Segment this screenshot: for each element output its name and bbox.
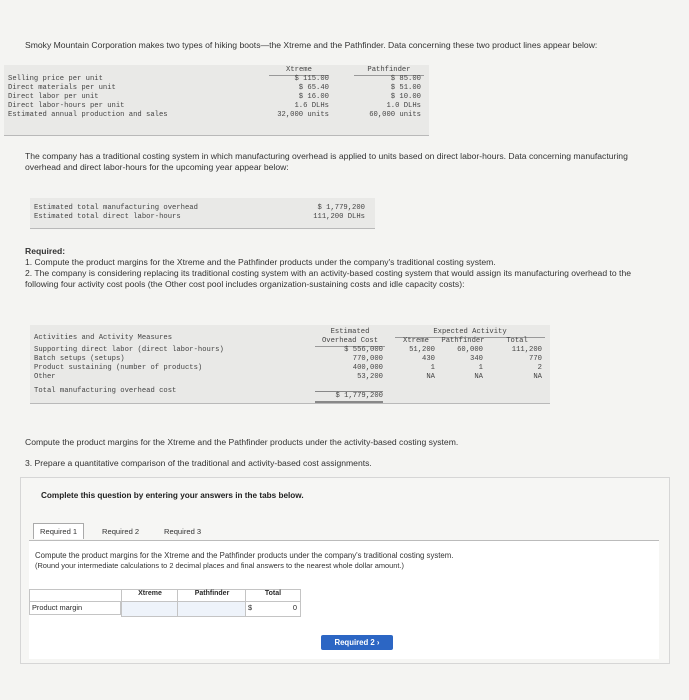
pathfinder-value: 1.0 DLHs bbox=[386, 102, 421, 110]
activity-label: Supporting direct labor (direct labor-hours) bbox=[34, 346, 224, 354]
xtreme-header: Xtreme bbox=[269, 66, 329, 76]
intro-text: Smoky Mountain Corporation makes two types of hiking boots—the Xtreme and the Pathfinder. Data concerning these two product lines appear below: bbox=[25, 40, 598, 50]
total-dollar-sign: $ bbox=[248, 603, 253, 612]
expected-activity-header: Expected Activity bbox=[395, 328, 545, 338]
tab-rounding-note: (Round your intermediate calculations to 2 decimal places and final answers to the nearest whole dollar amount.) bbox=[35, 561, 404, 570]
next-required-2-button[interactable]: Required 2 › bbox=[321, 635, 393, 650]
xtreme-margin-input[interactable] bbox=[121, 601, 179, 617]
xtreme-value: 32,000 units bbox=[277, 111, 329, 119]
xtreme-value: 1.6 DLHs bbox=[294, 102, 329, 110]
tab-instruction: Compute the product margins for the Xtreme and the Pathfinder products under the company's traditional costing system. bbox=[35, 551, 454, 560]
activity-xtreme: NA bbox=[426, 373, 435, 381]
activity-pathfinder: 1 bbox=[478, 364, 483, 372]
overhead-row-label: Estimated total direct labor-hours bbox=[34, 213, 181, 221]
xtreme-value: $ 16.00 bbox=[298, 93, 329, 101]
activity-cost: 400,000 bbox=[352, 364, 383, 372]
answer-header-pathfinder: Pathfinder bbox=[177, 589, 247, 603]
product-row bbox=[4, 102, 429, 111]
activity-label: Product sustaining (number of products) bbox=[34, 364, 203, 372]
activity-xtreme: 51,200 bbox=[409, 346, 435, 354]
product-row-label: Estimated annual production and sales bbox=[8, 111, 168, 119]
answer-header-total: Total bbox=[245, 589, 301, 603]
required-item-1: 1. Compute the product margins for the Xtreme and the Pathfinder products under the company's traditional costing system. bbox=[25, 257, 496, 267]
overhead-row-value: $ 1,779,200 bbox=[317, 204, 365, 212]
activity-xtreme: 1 bbox=[430, 364, 435, 372]
activity-row bbox=[30, 346, 550, 355]
activity-row bbox=[30, 373, 550, 382]
product-row-label: Direct materials per unit bbox=[8, 84, 116, 92]
activity-label: Other bbox=[34, 373, 56, 381]
overhead-row-label: Estimated total manufacturing overhead bbox=[34, 204, 198, 212]
pathfinder-margin-input[interactable] bbox=[177, 601, 247, 617]
cost-col-header-1: Estimated bbox=[330, 328, 370, 336]
required-heading: Required: bbox=[25, 246, 66, 256]
activity-table bbox=[30, 325, 550, 404]
activity-cost: 53,200 bbox=[357, 373, 383, 381]
xtreme-value: $ 65.40 bbox=[298, 84, 329, 92]
activity-label: Batch setups (setups) bbox=[34, 355, 125, 363]
product-row bbox=[4, 93, 429, 102]
product-row bbox=[4, 84, 429, 93]
activity-cost: 770,000 bbox=[352, 355, 383, 363]
product-row-label: Selling price per unit bbox=[8, 75, 103, 83]
tab-required-1[interactable]: Required 1 bbox=[33, 523, 84, 539]
activity-row bbox=[30, 364, 550, 373]
activity-pathfinder: 60,000 bbox=[457, 346, 483, 354]
pathfinder-value: $ 51.00 bbox=[390, 84, 421, 92]
activity-xtreme: 430 bbox=[422, 355, 435, 363]
total-overhead-label: Total manufacturing overhead cost bbox=[34, 387, 177, 395]
product-row bbox=[4, 75, 429, 84]
pathfinder-header: Pathfinder bbox=[354, 66, 424, 76]
total-margin-cell bbox=[245, 601, 301, 617]
tab-required-2[interactable]: Required 2 bbox=[102, 527, 140, 536]
product-row-label: Direct labor-hours per unit bbox=[8, 102, 125, 110]
pathfinder-value: $ 10.00 bbox=[390, 93, 421, 101]
product-row bbox=[4, 111, 429, 120]
required-item-2: 2. The company is considering replacing its traditional costing system with an activity-based costing system that would assign its manufacturing overhead to the following four activity cost pools (the Other cost pool includes organization-sustaining costs and idle capacity costs): bbox=[25, 268, 632, 289]
product-data-table bbox=[4, 65, 429, 136]
product-margin-label: Product margin bbox=[29, 601, 121, 615]
total-margin-value: 0 bbox=[292, 603, 297, 612]
activity-col-header: Activities and Activity Measures bbox=[34, 334, 173, 342]
tab-required-3[interactable]: Required 3 bbox=[164, 527, 202, 536]
cost-col-header-2: Overhead Cost bbox=[315, 337, 385, 347]
activity-pathfinder: 340 bbox=[470, 355, 483, 363]
abc-text: Compute the product margins for the Xtreme and the Pathfinder products under the activity-based costing system. bbox=[25, 437, 459, 447]
overhead-row bbox=[30, 213, 375, 222]
activity-total: 770 bbox=[529, 355, 542, 363]
complete-note: Complete this question by entering your answers in the tabs below. bbox=[41, 491, 304, 500]
pathfinder-value: 60,000 units bbox=[369, 111, 421, 119]
traditional-costing-text: The company has a traditional costing system in which manufacturing overhead is applied to units based on direct labor-hours. Data concerning manufacturing overhead and direct labor-hours for the upcoming year appear below: bbox=[25, 151, 628, 172]
activity-total: 111,200 bbox=[511, 346, 542, 354]
total-activity-header: Total bbox=[506, 337, 528, 345]
answer-panel bbox=[20, 477, 670, 664]
activity-pathfinder: NA bbox=[474, 373, 483, 381]
required-item-3: 3. Prepare a quantitative comparison of the traditional and activity-based cost assignments. bbox=[25, 458, 372, 468]
total-overhead-value: $ 1,779,200 bbox=[315, 391, 383, 403]
xtreme-value: $ 115.00 bbox=[294, 75, 329, 83]
activity-cost: $ 556,000 bbox=[344, 346, 383, 354]
activity-row bbox=[30, 355, 550, 364]
overhead-table bbox=[30, 198, 375, 229]
overhead-row-value: 111,200 DLHs bbox=[313, 213, 365, 221]
pathfinder-activity-header: Pathfinder bbox=[441, 337, 485, 345]
product-row-label: Direct labor per unit bbox=[8, 93, 99, 101]
xtreme-activity-header: Xtreme bbox=[403, 337, 429, 345]
overhead-row bbox=[30, 204, 375, 213]
activity-total: 2 bbox=[537, 364, 542, 372]
pathfinder-value: $ 85.00 bbox=[390, 75, 421, 83]
answer-header-xtreme: Xtreme bbox=[121, 589, 179, 603]
activity-total: NA bbox=[533, 373, 542, 381]
